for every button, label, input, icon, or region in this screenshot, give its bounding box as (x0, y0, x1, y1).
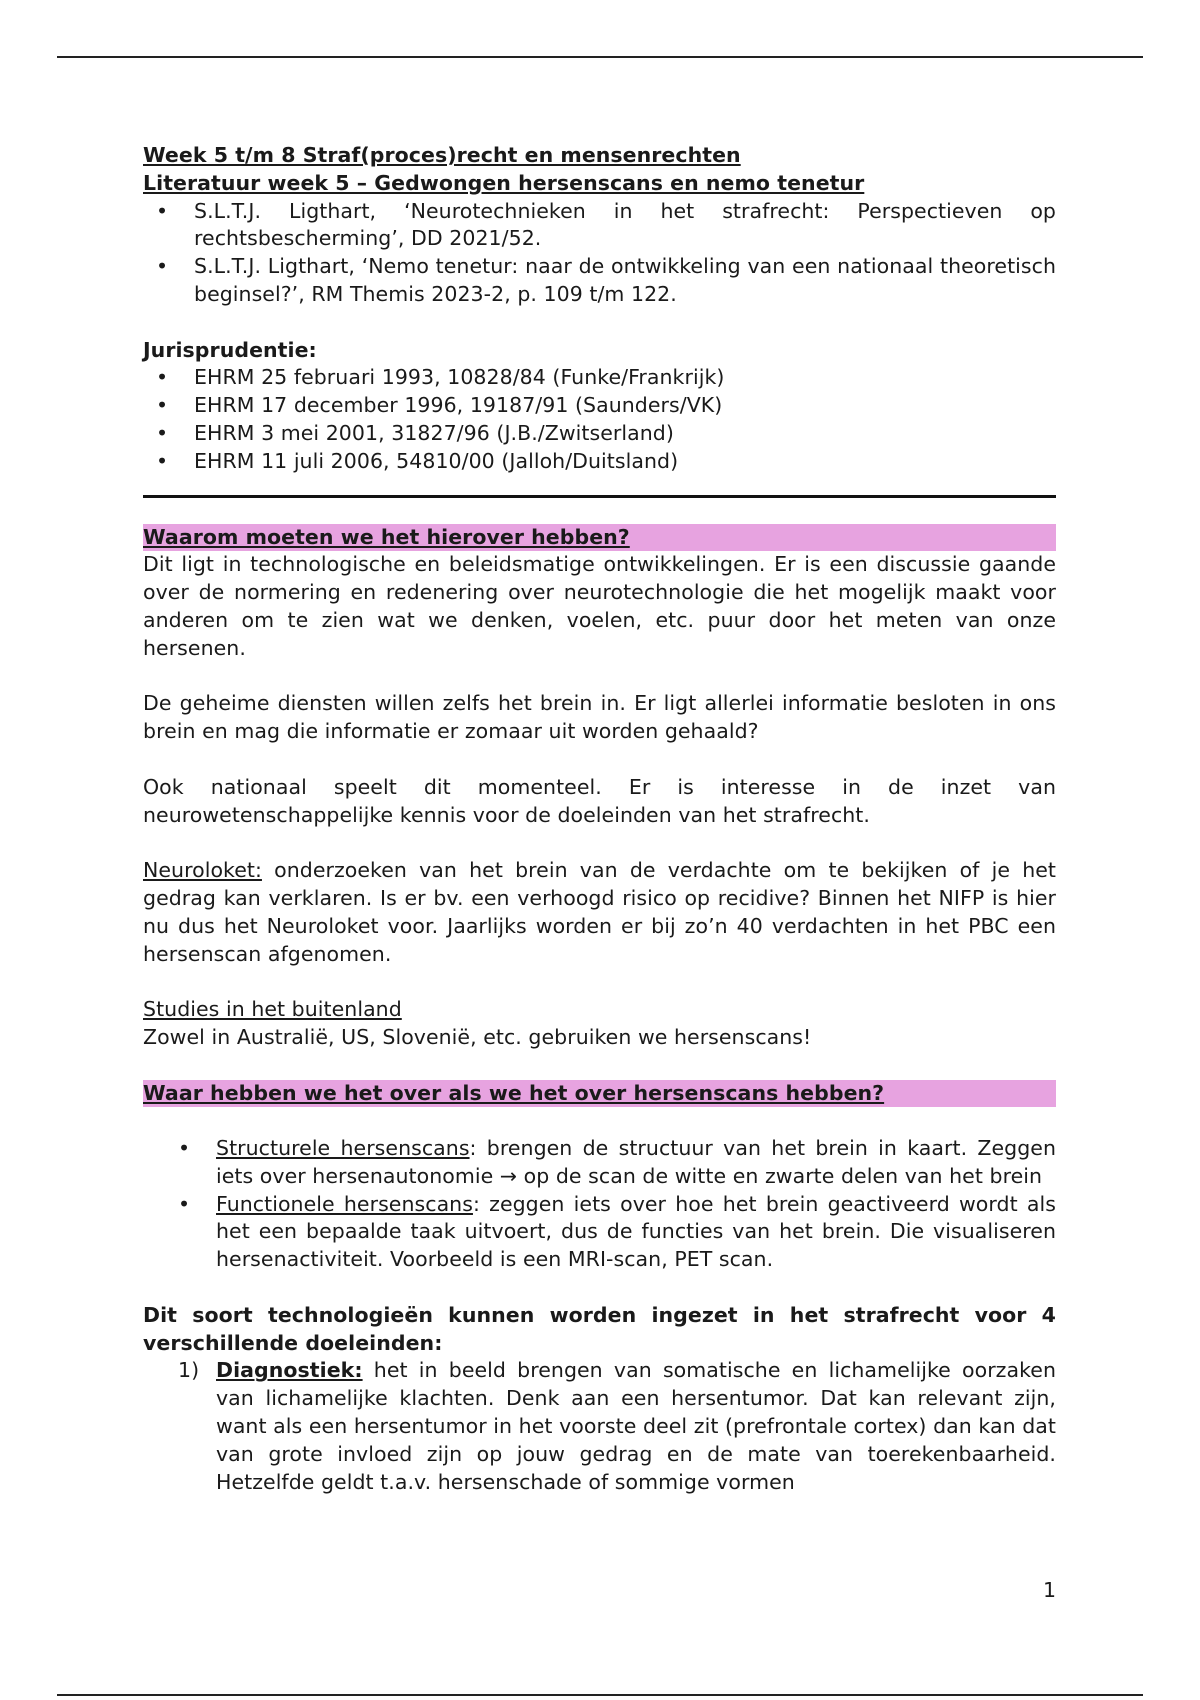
section-heading-why-text: Waarom moeten we het hierover hebben? (143, 524, 630, 549)
neuroloket-label: Neuroloket: (143, 858, 262, 883)
jurisprudence-list (143, 364, 1056, 475)
section-heading-why (143, 524, 1056, 552)
neuroloket-text: onderzoeken van het brein van de verdachte om te bekijken of je het gedrag kan verklaren. Is er bv. een verhoogd risico op recidive? Binnen het NIFP is hier nu dus het Neuroloket voor. Jaarlijks worden er bij zo’n 40 verdachten in het PBC een hersenscan afgenomen. (143, 858, 1056, 966)
neuroloket-paragraph (143, 857, 1056, 968)
jurisprudence-item: • EHRM 11 juli 2006, 54810/00 (Jalloh/Duitsland) (143, 448, 1056, 476)
literature-item: • S.L.T.J. Ligthart, ‘Neurotechnieken in het strafrecht: Perspectieven op rechtsbescherming’, DD 2021/52. (143, 198, 1056, 254)
section-heading-what (143, 1080, 1056, 1108)
paragraph: Ook nationaal speelt dit momenteel. Er is interesse in de inzet van neurowetenschappelijke kennis voor de doeleinden van het strafrecht. (143, 774, 1056, 827)
studies-text: Zowel in Australië, US, Slovenië, etc. gebruiken we hersenscans! (143, 1024, 812, 1049)
purpose-text: het in beeld brengen van somatische en lichamelijke oorzaken van lichamelijke klachten. Denk aan een hersentumor. Dat kan relevant zijn, want als een hersentumor in het voorste deel zit (prefrontale cortex) dan kan dat van grote invloed zijn op jouw gedrag en de mate van toerekenbaarheid. Hetzelfde geldt t.a.v. hersenschade of sommige vormen (216, 1358, 1056, 1494)
document-title: Week 5 t/m 8 Straf(proces)recht en mensenrechten (143, 143, 741, 167)
scan-type-item (143, 1135, 1056, 1191)
purposes-heading: Dit soort technologieën kunnen worden ingezet in het strafrecht voor 4 verschillende doeleinden: (143, 1302, 1056, 1355)
section-divider (143, 495, 1056, 498)
jurisprudence-item: • EHRM 3 mei 2001, 31827/96 (J.B./Zwitserland) (143, 420, 1056, 448)
scan-type-text: : zeggen iets over hoe het brein geactiveerd wordt als het een bepaalde taak uitvoert, dus de functies van het brein. Die visualiseren hersenactiviteit. Voorbeeld is een MRI-scan, PET scan. (216, 1191, 1056, 1272)
purpose-item (143, 1357, 1056, 1496)
purposes-list (143, 1357, 1056, 1496)
literature-list (143, 198, 1056, 309)
purpose-number: 1) (178, 1358, 200, 1383)
scan-type-item (143, 1191, 1056, 1274)
section-heading-what-text: Waar hebben we het over als we het over hersenscans hebben? (143, 1080, 885, 1105)
scan-type-term: Functionele hersenscans (216, 1191, 473, 1216)
document-subtitle: Literatuur week 5 – Gedwongen hersenscans en nemo tenetur (143, 170, 865, 195)
scan-type-term: Structurele hersenscans (216, 1136, 470, 1161)
document-body (143, 142, 1056, 1496)
jurisprudence-item: • EHRM 17 december 1996, 19187/91 (Saunders/VK) (143, 392, 1056, 420)
page-number: 1 (1042, 1578, 1056, 1602)
bottom-rule (57, 1694, 1143, 1696)
jurisprudence-heading: Jurisprudentie: (143, 337, 317, 362)
purpose-term: Diagnostiek: (216, 1358, 363, 1383)
top-rule (57, 56, 1143, 58)
scan-types-list (143, 1135, 1056, 1274)
studies-heading: Studies in het buitenland (143, 997, 402, 1022)
scan-type-text: : brengen de structuur van het brein in kaart. Zeggen iets over hersenautonomie → op de scan de witte en zwarte delen van het brein (216, 1136, 1056, 1188)
jurisprudence-item: • EHRM 25 februari 1993, 10828/84 (Funke/Frankrijk) (143, 364, 1056, 392)
literature-item: • S.L.T.J. Ligthart, ‘Nemo tenetur: naar de ontwikkeling van een nationaal theoretisch beginsel?’, RM Themis 2023-2, p. 109 t/m 122. (143, 253, 1056, 309)
paragraph: De geheime diensten willen zelfs het brein in. Er ligt allerlei informatie besloten in ons brein en mag die informatie er zomaar uit worden gehaald? (143, 691, 1056, 744)
paragraph: Dit ligt in technologische en beleidsmatige ontwikkelingen. Er is een discussie gaande over de normering en redenering over neurotechnologie die het mogelijk maakt voor anderen om te zien wat we denken, voelen, etc. puur door het meten van onze hersenen. (143, 552, 1056, 660)
